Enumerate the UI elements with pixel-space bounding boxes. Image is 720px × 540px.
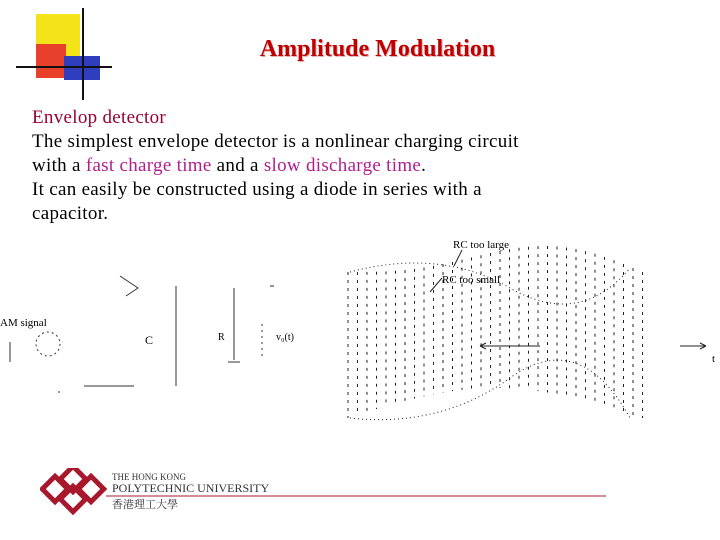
body-line-1: The simplest envelope detector is a nonlinear charging circuit bbox=[32, 131, 519, 152]
polyu-logo bbox=[40, 468, 620, 516]
output-voltage-label: v₀(t) bbox=[276, 332, 294, 343]
envelope-lower-curve bbox=[350, 360, 630, 420]
body-line-2-post: . bbox=[421, 155, 427, 176]
slide-title: Amplitude Modulation bbox=[259, 36, 496, 62]
ac-source-symbol bbox=[36, 332, 60, 356]
rc-too-large-label: RC too large bbox=[453, 239, 510, 251]
rc-small-pointer bbox=[430, 278, 442, 292]
body-line-2-mid: and a bbox=[211, 155, 264, 176]
am-signal-label: AM signal bbox=[0, 317, 47, 329]
rc-too-small-label: RC too small bbox=[442, 274, 501, 286]
time-axis-label: t bbox=[712, 353, 716, 365]
diode-symbol bbox=[120, 276, 138, 296]
polyu-emblem-icon bbox=[42, 468, 103, 512]
logo-text-line2: POLYTECHNIC UNIVERSITY bbox=[112, 481, 270, 495]
body-line-4: capacitor. bbox=[32, 203, 109, 224]
body-line-3: It can easily be constructed using a diode in series with a bbox=[32, 179, 482, 200]
carrier-waveform bbox=[348, 246, 643, 418]
section-heading: Envelop detector bbox=[32, 107, 167, 128]
body-line-2 bbox=[32, 154, 692, 178]
slow-discharge-highlight: slow discharge time bbox=[263, 155, 422, 176]
logo-text-chinese: 香港理工大學 bbox=[112, 499, 178, 511]
logo-text-line1: THE HONG KONG bbox=[112, 472, 186, 482]
capacitor-label: C bbox=[145, 333, 154, 347]
body-line-2-pre: with a bbox=[32, 155, 86, 176]
slide-body bbox=[32, 106, 692, 226]
rc-large-pointer bbox=[454, 250, 462, 266]
envelope-detector-circuit bbox=[0, 262, 330, 402]
resistor-label: R bbox=[218, 332, 225, 343]
decorative-horizontal-line bbox=[16, 66, 112, 68]
fast-charge-highlight: fast charge time bbox=[85, 155, 212, 176]
envelope-waveform-diagram bbox=[330, 228, 720, 424]
